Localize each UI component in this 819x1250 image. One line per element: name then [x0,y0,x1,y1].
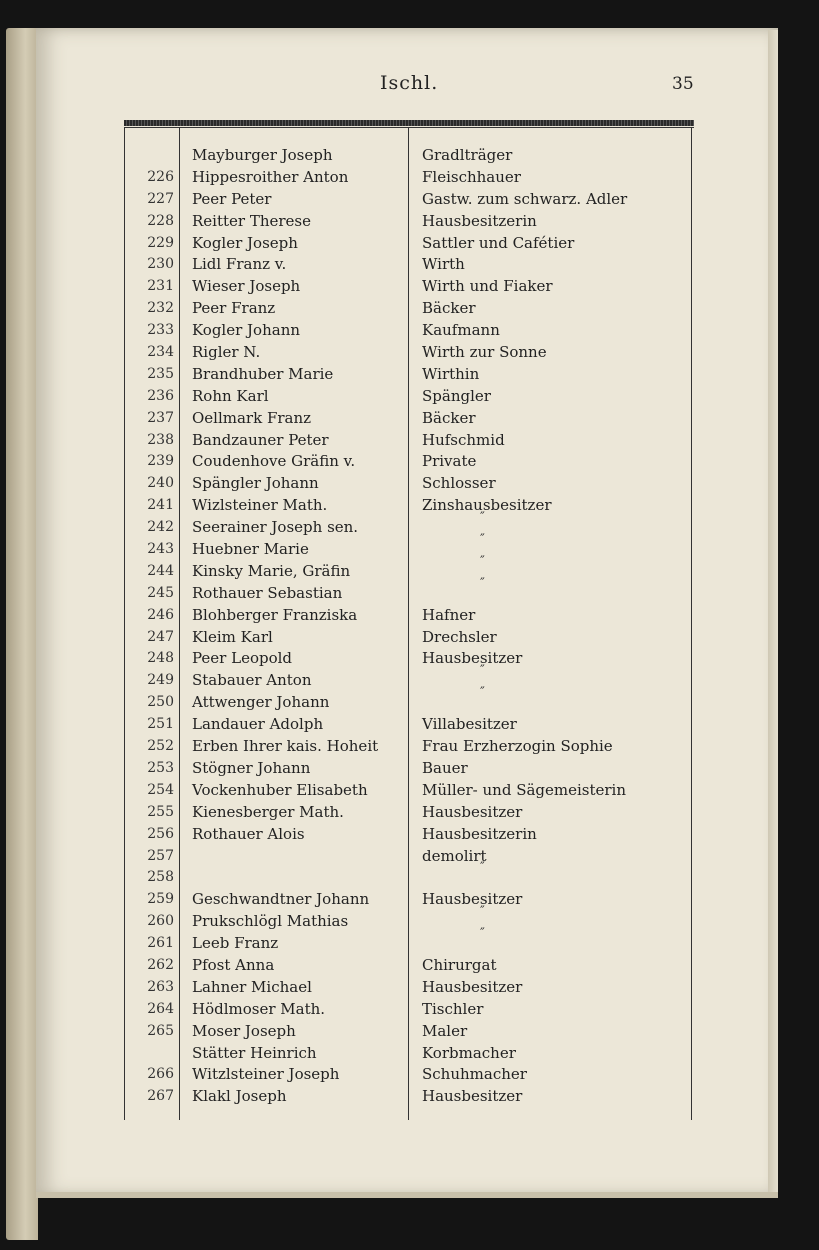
row-number: 240 [147,475,174,492]
row-occupation: Sattler und Cafétier [422,233,575,252]
row-name: Bandzauner Peter [192,430,329,449]
left-page-edge [6,28,38,1240]
row-number: 253 [147,759,174,776]
row-number: 229 [147,234,174,251]
table-row [124,1086,694,1108]
table-row [124,451,694,473]
row-occupation: Hafner [422,605,476,624]
ditto-mark: ″ [480,904,485,920]
row-occupation: Hausbesitzer [422,890,523,909]
row-occupation: Korbmacher [422,1043,516,1062]
table-row [124,999,694,1021]
table-row [124,254,694,276]
row-name: Spängler Johann [192,474,319,493]
row-number: 266 [147,1066,174,1083]
ditto-mark: ″ [480,685,485,701]
table-row [124,167,694,189]
row-number: 245 [147,584,174,601]
row-name: Kienesberger Math. [192,802,344,821]
table-row [124,955,694,977]
row-number: 257 [147,847,174,864]
table-row [124,663,694,692]
row-number: 260 [147,913,174,930]
table-row [124,889,694,911]
table-row [124,211,694,233]
ditto-mark: ″ [480,575,485,591]
page-number: 35 [672,74,694,94]
row-occupation: Chirurgat [422,955,497,974]
table-row [124,736,694,758]
row-name: Blohberger Franziska [192,605,358,624]
row-number: 258 [147,869,174,886]
row-occupation: demolirt [422,846,487,865]
row-occupation: Bäcker [422,408,476,427]
table-row [124,648,694,670]
row-occupation: Hausbesitzerin [422,211,537,230]
row-number: 239 [147,453,174,470]
row-occupation: Bauer [422,758,468,777]
table-row [124,860,694,889]
row-name: Prukschlögl Mathias [192,912,349,931]
table-row [124,145,694,167]
row-occupation: Spängler [422,386,491,405]
row-number: 235 [147,365,174,382]
row-name: Landauer Adolph [192,715,324,734]
row-number: 242 [147,519,174,536]
row-number: 254 [147,781,174,798]
row-number: 261 [147,935,174,952]
row-name: Wieser Joseph [192,277,301,296]
table-row [124,1021,694,1043]
row-number: 231 [147,278,174,295]
row-number: 237 [147,409,174,426]
row-occupation: Kaufmann [422,321,500,340]
row-name: Stätter Heinrich [192,1043,317,1062]
table-row [124,233,694,255]
table-row [124,714,694,736]
row-number: 264 [147,1000,174,1017]
row-name: Stabauer Anton [192,671,312,690]
row-name: Moser Joseph [192,1021,296,1040]
table-row [124,977,694,999]
row-name: Rothauer Sebastian [192,583,343,602]
row-name: Hödlmoser Math. [192,999,326,1018]
row-number: 226 [147,168,174,185]
row-number: 233 [147,322,174,339]
row-number: 265 [147,1022,174,1039]
row-name: Lahner Michael [192,977,312,996]
row-name: Kogler Joseph [192,233,298,252]
row-occupation: Tischler [422,999,484,1018]
row-name: Reitter Therese [192,211,312,230]
row-name: Rigler N. [192,343,261,362]
table-row [124,1043,694,1065]
table-row [124,802,694,824]
table-row [124,780,694,802]
table-row [124,473,694,495]
row-number: 230 [147,256,174,273]
row-name: Wizlsteiner Math. [192,496,328,515]
table-row [124,386,694,408]
row-occupation: Müller- und Sägemeisterin [422,780,627,799]
table-row [124,553,694,583]
row-number: 251 [147,716,174,733]
row-name: Peer Franz [192,299,276,318]
row-number: 246 [147,606,174,623]
row-name: Huebner Marie [192,540,309,559]
table-row [124,758,694,780]
table-row [124,430,694,452]
table-row [124,685,694,714]
row-occupation: Wirth zur Sonne [422,343,547,362]
row-number: 263 [147,978,174,995]
header-rule-thin [124,127,694,128]
row-occupation: Hausbesitzer [422,649,523,668]
row-occupation: Hausbesitzer [422,1087,523,1106]
row-number: 248 [147,650,174,667]
row-occupation: Hausbesitzer [422,977,523,996]
row-name: Kleim Karl [192,627,273,646]
row-name: Erben Ihrer kais. Hoheit [192,737,379,756]
row-number: 262 [147,956,174,973]
row-name: Pfost Anna [192,955,275,974]
row-number: 227 [147,190,174,207]
row-name: Seerainer Joseph sen. [192,518,359,537]
row-number: 250 [147,694,174,711]
row-number: 238 [147,431,174,448]
row-number: 252 [147,738,174,755]
row-occupation: Bäcker [422,299,476,318]
row-name: Geschwandtner Johann [192,890,370,909]
table-row [124,320,694,342]
row-name: Vockenhuber Elisabeth [192,780,368,799]
row-number: 267 [147,1088,174,1105]
table-row [124,189,694,211]
row-occupation: Maler [422,1021,468,1040]
row-name: Witzlsteiner Joseph [192,1065,340,1084]
row-number: 244 [147,562,174,579]
row-occupation: Villabesitzer [422,715,517,734]
row-number: 243 [147,541,174,558]
row-number: 232 [147,300,174,317]
row-name: Hippesroither Anton [192,167,349,186]
row-name: Lidl Franz v. [192,255,287,274]
ditto-mark: ″ [480,510,485,526]
row-occupation: Private [422,452,477,471]
row-name: Kogler Johann [192,321,301,340]
row-occupation: Hufschmid [422,430,505,449]
row-occupation: Gastw. zum schwarz. Adler [422,189,628,208]
row-name: Mayburger Joseph [192,146,333,164]
row-occupation: Hausbesitzer [422,802,523,821]
table-row [124,926,694,955]
row-name: Kinsky Marie, Gräfin [192,561,351,580]
row-occupation: Frau Erzherzogin Sophie [422,737,613,756]
row-occupation: Gradlträger [422,146,513,164]
row-number: 236 [147,387,174,404]
table-row [124,342,694,364]
table-row [124,510,694,539]
row-number: 228 [147,212,174,229]
table-row [124,495,694,517]
ditto-mark: ″ [480,860,485,876]
table-row [124,824,694,846]
row-name: Rothauer Alois [192,824,305,843]
row-name: Oellmark Franz [192,408,312,427]
ledger-table [124,145,694,1108]
row-occupation: Hausbesitzerin [422,824,537,843]
row-name: Brandhuber Marie [192,364,334,383]
row-number: 255 [147,803,174,820]
row-name: Peer Leopold [192,649,293,668]
row-occupation: Wirth und Fiaker [422,277,553,296]
row-number: 259 [147,891,174,908]
ditto-mark: ″ [480,926,485,942]
page-bottom-edge [36,1192,778,1198]
table-row [124,408,694,430]
row-occupation: Drechsler [422,627,497,646]
row-name: Peer Peter [192,189,272,208]
table-row [124,1064,694,1086]
table-row [124,298,694,320]
row-number: 247 [147,628,174,645]
row-number: 256 [147,825,174,842]
row-number: 241 [147,497,174,514]
ditto-mark: ″ [480,532,485,548]
page-title: Ischl. [380,72,439,94]
row-occupation: Wirthin [422,364,480,383]
table-row [124,276,694,298]
table-row [124,627,694,649]
row-occupation: Fleischhauer [422,167,521,186]
row-name: Attwenger Johann [192,693,330,712]
row-name: Rohn Karl [192,386,269,405]
row-occupation: Zinshausbesitzer [422,496,552,515]
row-name: Leeb Franz [192,934,279,953]
ditto-mark: ″ [480,663,485,679]
row-name: Klakl Joseph [192,1087,287,1106]
table-row [124,575,694,605]
page-right-edge [768,30,778,1196]
row-occupation: Schlosser [422,474,496,493]
header-rule [124,120,694,126]
row-name: Coudenhove Gräfin v. [192,452,356,471]
row-name: Stögner Johann [192,758,311,777]
ditto-mark: ″ [480,553,485,569]
table-row [124,904,694,933]
table-row [124,605,694,627]
row-number: 249 [147,672,174,689]
table-row [124,846,694,868]
table-row [124,364,694,386]
row-occupation: Schuhmacher [422,1065,527,1084]
row-number: 234 [147,344,174,361]
row-occupation: Wirth [422,255,465,274]
table-row [124,532,694,561]
